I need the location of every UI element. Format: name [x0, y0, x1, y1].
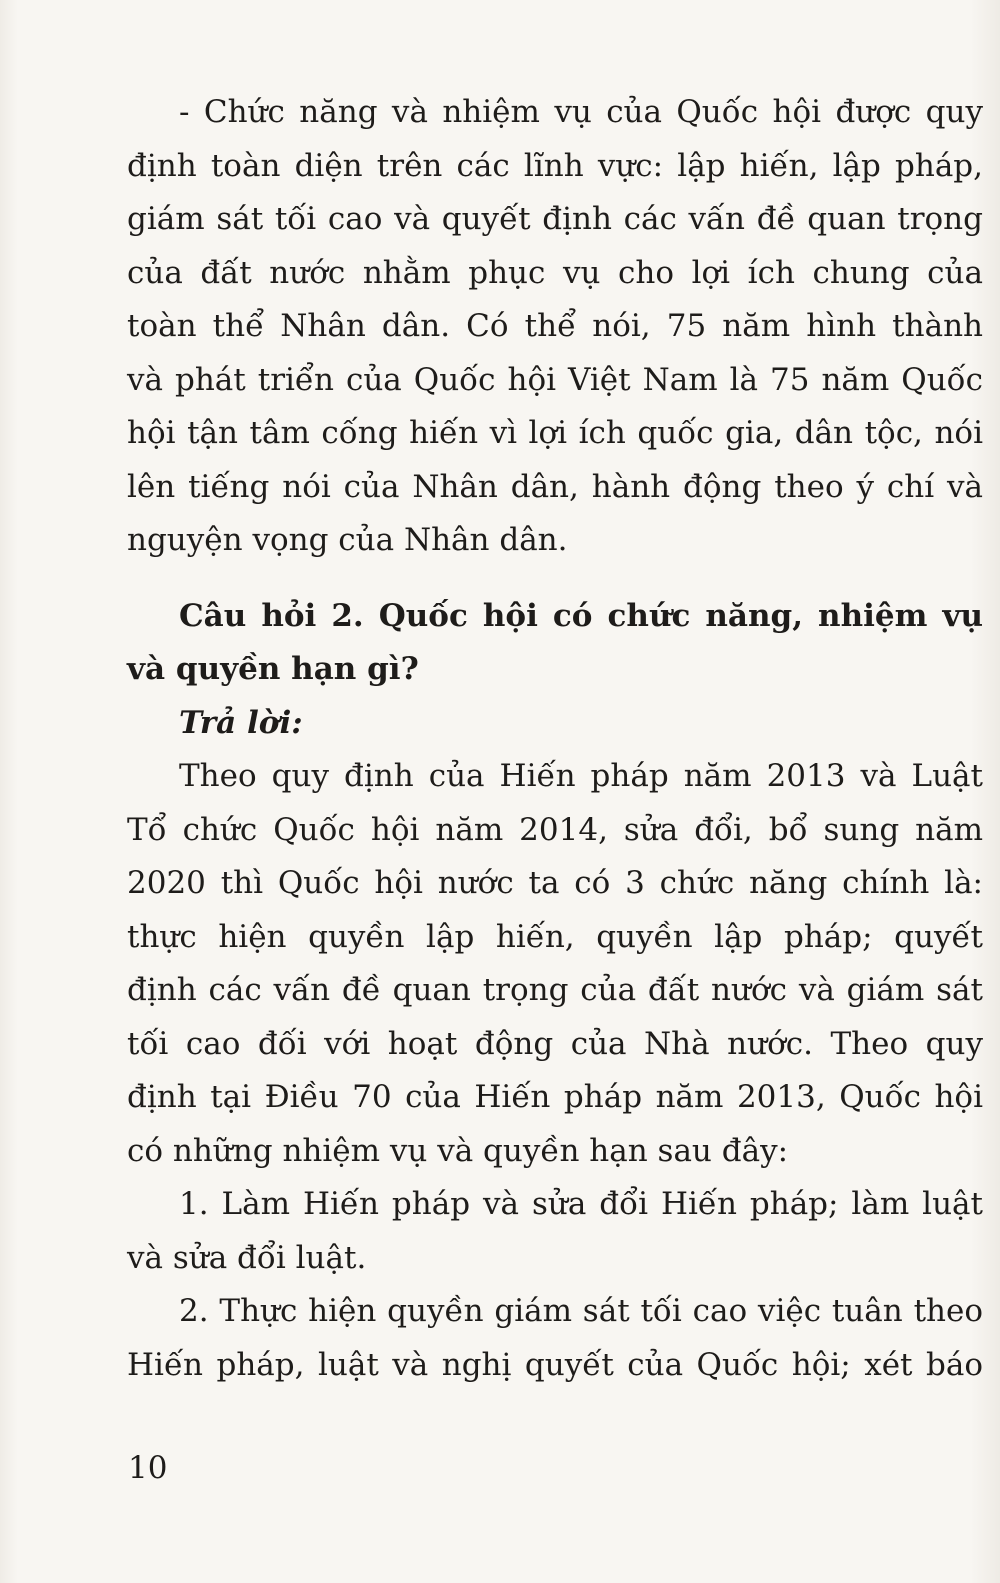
text-line: 2. Thực hiện quyền giám sát tối cao việc tuân theo	[179, 1293, 983, 1329]
text-line: hội tận tâm cống hiến vì lợi ích quốc gia, dân tộc, nói	[127, 415, 983, 451]
text-line: - Chức năng và nhiệm vụ của Quốc hội được quy	[179, 94, 983, 130]
text-line: 1. Làm Hiến pháp và sửa đổi Hiến pháp; làm luật	[179, 1186, 983, 1222]
text-line: lên tiếng nói của Nhân dân, hành động theo ý chí và	[127, 468, 983, 505]
text-line: 2020 thì Quốc hội nước ta có 3 chức năng chính là:	[127, 865, 983, 901]
paragraph-parliament-functions	[127, 86, 983, 568]
text-line: định toàn diện trên các lĩnh vực: lập hiến, lập pháp,	[127, 147, 983, 184]
text-line: toàn thể Nhân dân. Có thể nói, 75 năm hình thành	[127, 308, 983, 344]
answer-label-paragraph	[127, 697, 983, 751]
text-line: nguyện vọng của Nhân dân.	[127, 522, 568, 558]
list-item-1	[127, 1178, 983, 1285]
text-line: Theo quy định của Hiến pháp năm 2013 và Luật	[179, 758, 983, 794]
text-line: của đất nước nhằm phục vụ cho lợi ích chung của	[127, 254, 983, 291]
text-line: thực hiện quyền lập hiến, quyền lập pháp; quyết	[127, 918, 983, 955]
page-number: 10	[128, 1450, 168, 1486]
text-line: định tại Điều 70 của Hiến pháp năm 2013, Quốc hội	[127, 1079, 983, 1115]
text-line: Tổ chức Quốc hội năm 2014, sửa đổi, bổ sung năm	[127, 811, 983, 848]
answer-label: Trả lời:	[179, 704, 303, 741]
text-line: và sửa đổi luật.	[127, 1239, 367, 1276]
question-line: và quyền hạn gì?	[127, 651, 419, 687]
text-line: Hiến pháp, luật và nghị quyết của Quốc hội; xét báo	[127, 1346, 983, 1383]
page-body	[127, 86, 983, 1392]
question-line: Câu hỏi 2. Quốc hội có chức năng, nhiệm vụ	[179, 597, 983, 634]
text-line: và phát triển của Quốc hội Việt Nam là 75 năm Quốc	[127, 361, 983, 398]
question-heading	[127, 590, 983, 697]
list-item-2	[127, 1285, 983, 1392]
text-line: có những nhiệm vụ và quyền hạn sau đây:	[127, 1132, 789, 1169]
text-line: định các vấn đề quan trọng của đất nước và giám sát	[127, 972, 983, 1008]
text-line: tối cao đối với hoạt động của Nhà nước. Theo quy	[127, 1025, 983, 1062]
paragraph-constitution-provisions	[127, 750, 983, 1178]
text-line: giám sát tối cao và quyết định các vấn đề quan trọng	[127, 201, 983, 237]
